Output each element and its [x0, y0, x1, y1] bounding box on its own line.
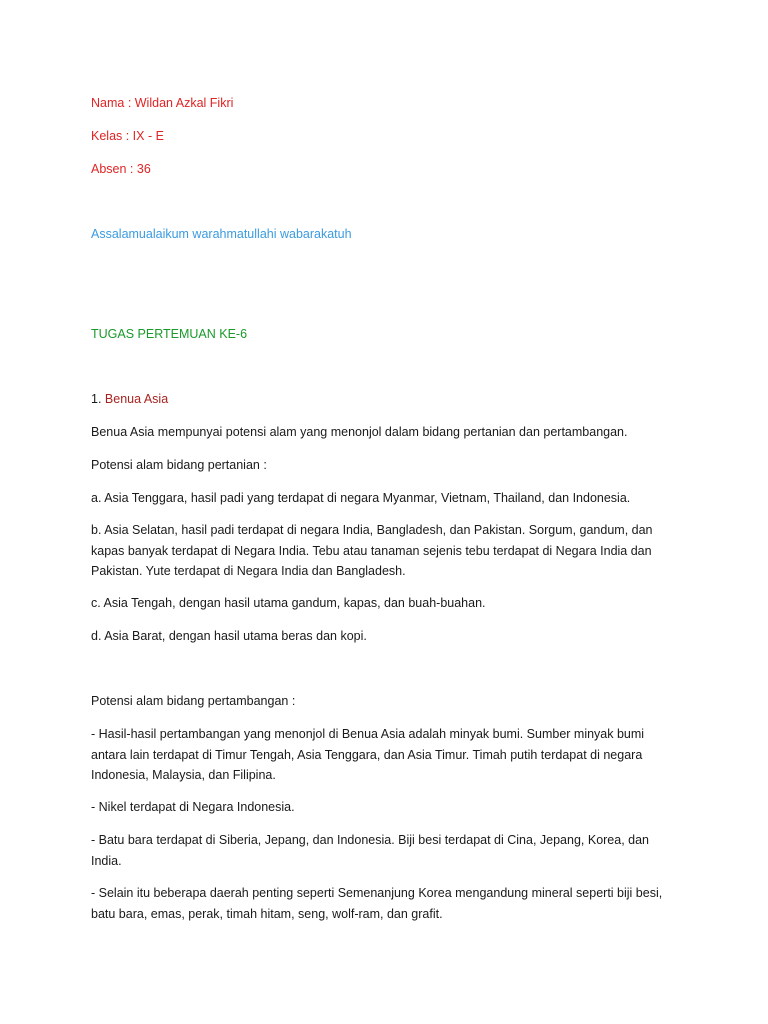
mining-item-1: - Hasil-hasil pertambangan yang menonjol di Benua Asia adalah minyak bumi. Sumber minyak bumi antara lain terdapat di Timur Tengah, Asia Tenggara, dan Asia Timur. Timah putih terdapat di negara Indonesia, Malaysia, dan Filipina.: [91, 727, 645, 782]
section-title: Benua Asia: [104, 392, 169, 406]
task-title: TUGAS PERTEMUAN KE-6: [91, 327, 248, 341]
mining-item-4: - Selain itu beberapa daerah penting seperti Semenanjung Korea mengandung mineral seperti biji besi, batu bara, emas, perak, timah hitam, seng, wolf-ram, dan grafit.: [91, 886, 663, 921]
agri-item-c: c. Asia Tengah, dengan hasil utama gandum, kapas, dan buah-buahan.: [91, 596, 486, 610]
greeting: Assalamualaikum warahmatullahi wabarakatuh: [91, 227, 352, 241]
section-intro: Benua Asia mempunyai potensi alam yang menonjol dalam bidang pertanian dan pertambangan.: [91, 425, 628, 439]
section-heading: [91, 389, 691, 409]
agri-item-d: d. Asia Barat, dengan hasil utama beras dan kopi.: [91, 629, 367, 643]
student-name: Nama : Wildan Azkal Fikri: [91, 96, 234, 110]
section-number: 1.: [91, 392, 105, 406]
agri-item-b: b. Asia Selatan, hasil padi terdapat di negara India, Bangladesh, dan Pakistan. Sorgum, gandum, dan kapas banyak terdapat di Negara India. Tebu atau tanaman sejenis tebu terdapat di Negara India dan Pakistan. Yute terdapat di Negara India dan Bangladesh.: [91, 523, 653, 578]
mining-item-3: - Batu bara terdapat di Siberia, Jepang, dan Indonesia. Biji besi terdapat di Cina, Jepang, Korea, dan India.: [91, 833, 650, 868]
agri-heading: Potensi alam bidang pertanian :: [91, 458, 267, 472]
agri-item-a: a. Asia Tenggara, hasil padi yang terdapat di negara Myanmar, Vietnam, Thailand, dan Indonesia.: [91, 491, 631, 505]
student-absen: Absen : 36: [91, 162, 151, 176]
mining-heading: Potensi alam bidang pertambangan :: [91, 694, 296, 708]
student-class: Kelas : IX - E: [91, 129, 164, 143]
mining-item-2: - Nikel terdapat di Negara Indonesia.: [91, 800, 295, 814]
